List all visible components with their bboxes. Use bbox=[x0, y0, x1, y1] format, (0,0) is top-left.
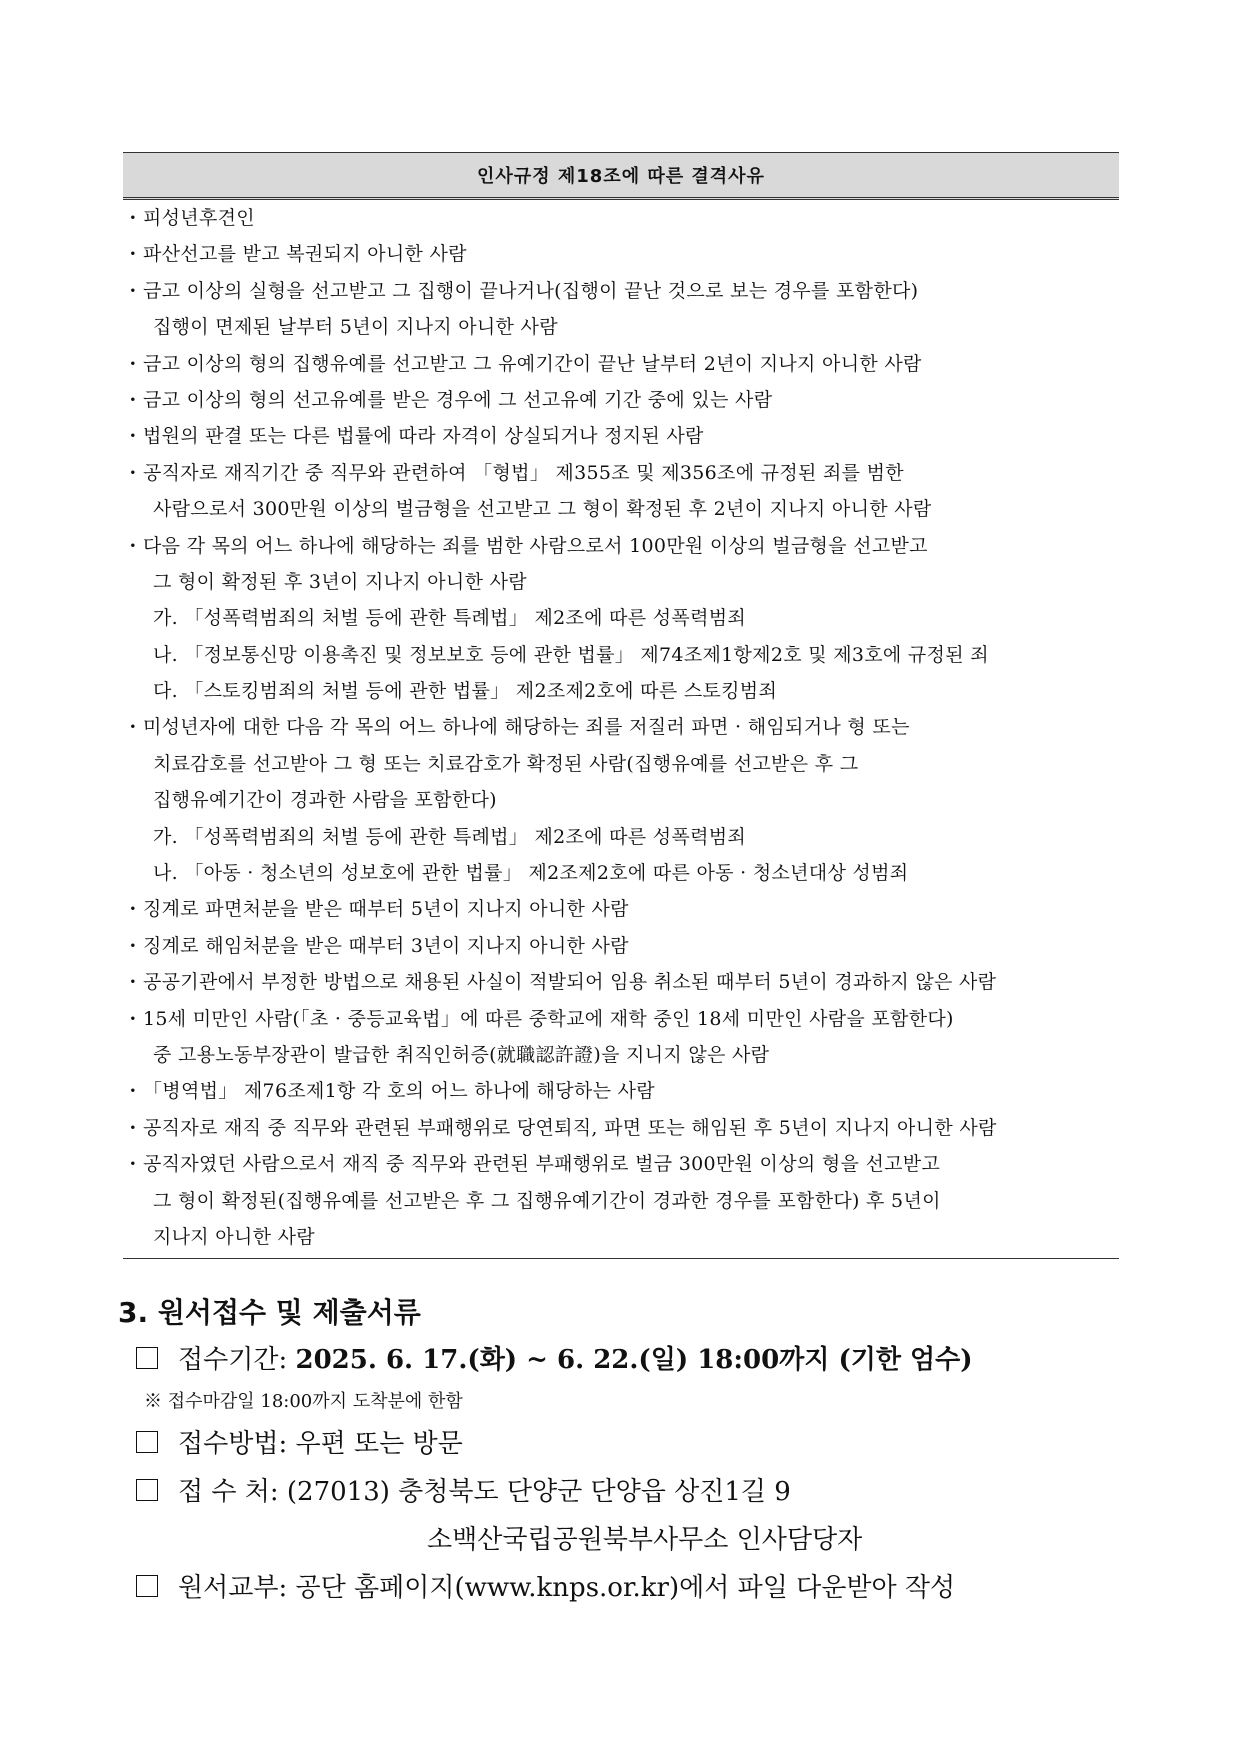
continuation-line: 치료감호를 선고받아 그 형 또는 치료감호가 확정된 사람(집행유예를 선고받은 후 그 bbox=[153, 752, 859, 775]
bullet-item: · 15세 미만인 사람(「초 · 중등교육법」에 따른 중학교에 재학 중인 18세 미만인 사람을 포함한다) bbox=[123, 1001, 1119, 1037]
period-label: 접수기간: bbox=[178, 1345, 288, 1375]
continuation-line: 그 형이 확정된 후 3년이 지나지 아니한 사람 bbox=[153, 570, 527, 593]
form-item bbox=[118, 1564, 1118, 1612]
disqualification-table bbox=[123, 152, 1119, 1259]
checkbox-icon bbox=[136, 1479, 158, 1501]
place-label: 접 수 처: bbox=[178, 1477, 279, 1507]
place-value: (27013) 충청북도 단양군 단양읍 상진1길 9 bbox=[286, 1477, 791, 1507]
continuation-line: 지나지 아니한 사람 bbox=[153, 1225, 315, 1248]
continuation-line: 집행이 면제된 날부터 5년이 지나지 아니한 사람 bbox=[153, 316, 558, 339]
bullet-item: · 파산선고를 받고 복권되지 아니한 사람 bbox=[123, 236, 1119, 272]
bullet-item: · 징계로 해임처분을 받은 때부터 3년이 지나지 아니한 사람 bbox=[123, 928, 1119, 964]
period-item bbox=[118, 1336, 1118, 1384]
table-header: 인사규정 제18조에 따른 결격사유 bbox=[123, 152, 1119, 200]
place-item bbox=[118, 1468, 1118, 1516]
bullet-item: · 공공기관에서 부정한 방법으로 채용된 사실이 적발되어 임용 취소된 때부터 5년이 경과하지 않은 사람 bbox=[123, 964, 1119, 1000]
bullet-item: · 공직자였던 사람으로서 재직 중 직무와 관련된 부패행위로 벌금 300만원 이상의 형을 선고받고 bbox=[123, 1146, 1119, 1182]
sub-item: 다. 「스토킹범죄의 처벌 등에 관한 법률」 제2조제2호에 따른 스토킹범죄 bbox=[153, 680, 778, 703]
bullet-item: · 피성년후견인 bbox=[123, 200, 1119, 236]
form-value: 공단 홈페이지(www.knps.or.kr)에서 파일 다운받아 작성 bbox=[295, 1573, 956, 1603]
continuation-line: 그 형이 확정된(집행유예를 선고받은 후 그 집행유예기간이 경과한 경우를 포함한다) 후 5년이 bbox=[153, 1189, 941, 1212]
method-value: 우편 또는 방문 bbox=[295, 1429, 463, 1459]
bullet-item: · 금고 이상의 실형을 선고받고 그 집행이 끝나거나(집행이 끝난 것으로 보는 경우를 포함한다) bbox=[123, 273, 1119, 309]
bullet-item: · 금고 이상의 형의 집행유예를 선고받고 그 유예기간이 끝난 날부터 2년이 지나지 아니한 사람 bbox=[123, 346, 1119, 382]
method-label: 접수방법: bbox=[178, 1429, 288, 1459]
continuation-line: 중 고용노동부장관이 발급한 취직인허증(就職認許證)을 지니지 않은 사람 bbox=[153, 1043, 770, 1066]
sub-item: 가. 「성폭력범죄의 처벌 등에 관한 특례법」 제2조에 따른 성폭력범죄 bbox=[153, 825, 747, 848]
continuation-line: 집행유예기간이 경과한 사람을 포함한다) bbox=[153, 789, 497, 812]
continuation-line: 사람으로서 300만원 이상의 벌금형을 선고받고 그 형이 확정된 후 2년이 지나지 아니한 사람 bbox=[153, 498, 932, 521]
bullet-item: · 공직자로 재직기간 중 직무와 관련하여 「형법」 제355조 및 제356조에 규정된 죄를 범한 bbox=[123, 455, 1119, 491]
bullet-item: · 법원의 판결 또는 다른 법률에 따라 자격이 상실되거나 정지된 사람 bbox=[123, 418, 1119, 454]
checkbox-icon bbox=[136, 1575, 158, 1597]
method-item bbox=[118, 1420, 1118, 1468]
sub-item: 가. 「성폭력범죄의 처벌 등에 관한 특례법」 제2조에 따른 성폭력범죄 bbox=[153, 607, 747, 630]
bullet-item: · 미성년자에 대한 다음 각 목의 어느 하나에 해당하는 죄를 저질러 파면 · 해임되거나 형 또는 bbox=[123, 709, 1119, 745]
table-body bbox=[123, 200, 1119, 1259]
sub-item: 나. 「아동 · 청소년의 성보호에 관한 법률」 제2조제2호에 따른 아동 · 청소년대상 성범죄 bbox=[153, 862, 909, 885]
bullet-item: · 「병역법」 제76조제1항 각 호의 어느 하나에 해당하는 사람 bbox=[123, 1073, 1119, 1109]
bullet-item: · 금고 이상의 형의 선고유예를 받은 경우에 그 선고유예 기간 중에 있는 사람 bbox=[123, 382, 1119, 418]
form-label: 원서교부: bbox=[178, 1573, 288, 1603]
checkbox-icon bbox=[136, 1431, 158, 1453]
section-application bbox=[118, 1290, 1118, 1612]
sub-item: 나. 「정보통신망 이용촉진 및 정보보호 등에 관한 법률」 제74조제1항제2호 및 제3호에 규정된 죄 bbox=[153, 643, 989, 666]
bullet-item: · 징계로 파면처분을 받은 때부터 5년이 지나지 아니한 사람 bbox=[123, 891, 1119, 927]
period-value: 2025. 6. 17.(화) ~ 6. 22.(일) 18:00까지 (기한 엄수) bbox=[295, 1345, 973, 1375]
place-value-line2: 소백산국립공원북부사무소 인사담당자 bbox=[427, 1525, 863, 1555]
bullet-item: · 다음 각 목의 어느 하나에 해당하는 죄를 범한 사람으로서 100만원 이상의 벌금형을 선고받고 bbox=[123, 528, 1119, 564]
checkbox-icon bbox=[136, 1347, 158, 1369]
bullet-item: · 공직자로 재직 중 직무와 관련된 부패행위로 당연퇴직, 파면 또는 해임된 후 5년이 지나지 아니한 사람 bbox=[123, 1110, 1119, 1146]
deadline-note: ※ 접수마감일 18:00까지 도착분에 한함 bbox=[144, 1391, 463, 1412]
section-title: 3. 원서접수 및 제출서류 bbox=[118, 1296, 421, 1329]
